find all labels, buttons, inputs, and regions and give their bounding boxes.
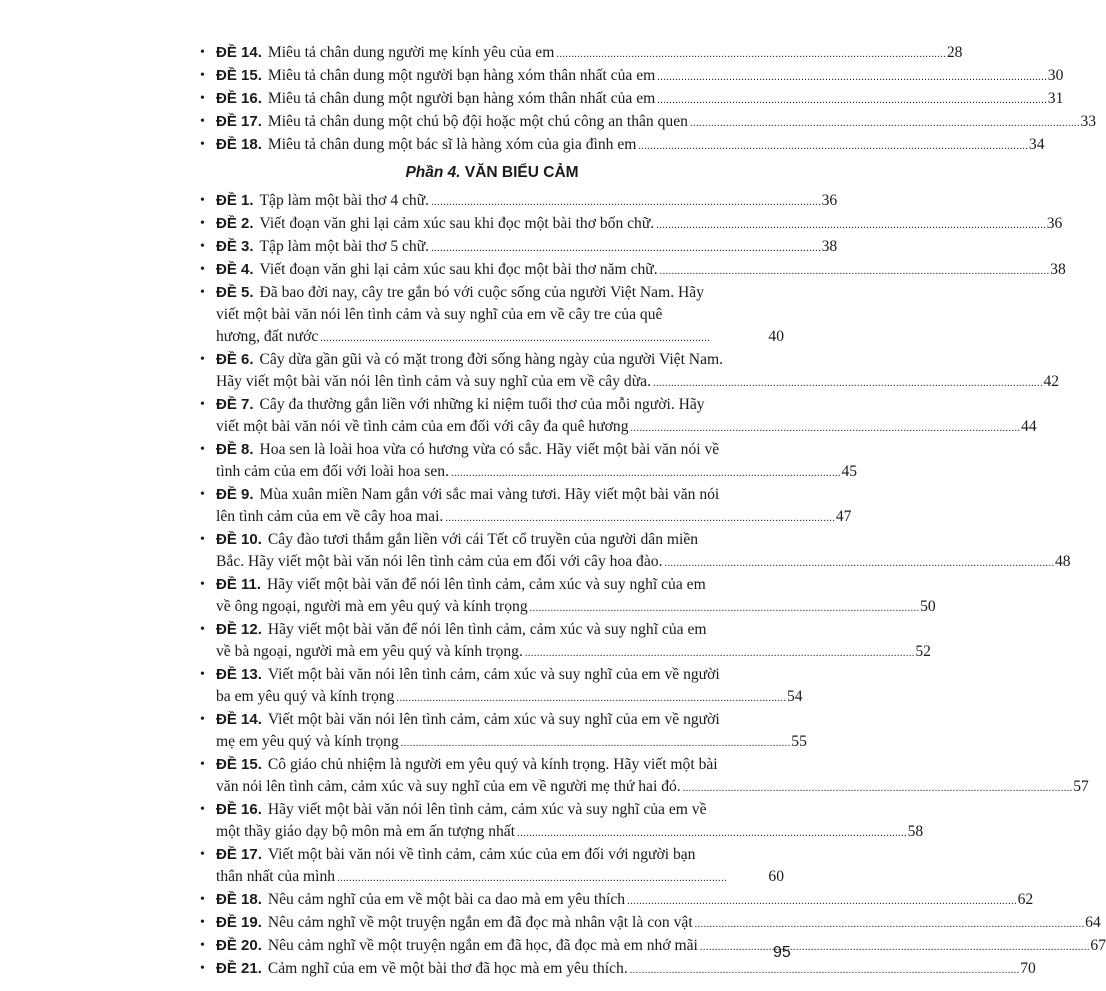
dot-leader [660, 259, 1049, 283]
toc-entry-page: 30 [1047, 67, 1064, 84]
toc-entry-line [216, 236, 837, 258]
bullet-icon: • [200, 892, 205, 907]
toc-entry [200, 709, 807, 753]
toc-entry-page: 62 [1017, 891, 1034, 908]
toc-entry-body [216, 958, 1036, 980]
toc-entry-text: Viết một bài văn nói về tình cảm, cảm xúc của em đối với người bạn [267, 846, 696, 863]
toc-entry [200, 529, 1071, 573]
toc-entry [200, 664, 803, 708]
toc-entry [200, 111, 1097, 133]
toc-entry [200, 484, 852, 528]
dot-leader [451, 461, 840, 485]
toc-list-part4 [200, 190, 1106, 980]
dot-leader [653, 371, 1042, 395]
toc-entry-page: 55 [791, 733, 807, 750]
toc-entry [200, 282, 784, 348]
toc-entry-page: 47 [835, 508, 852, 525]
bullet-icon: • [200, 352, 205, 367]
toc-entry-label: ĐỀ 15. [216, 67, 262, 84]
toc-entry-line [216, 821, 923, 843]
dot-leader [431, 190, 820, 214]
toc-entry-text: Cảm nghĩ của em về một bài thơ đã học mà em yêu thích. [267, 960, 628, 977]
toc-entry-label: ĐỀ 17. [216, 846, 262, 863]
bullet-icon: • [200, 137, 205, 152]
bullet-icon: • [200, 961, 205, 976]
bullet-icon: • [200, 712, 205, 727]
toc-entry-line [216, 134, 1044, 156]
toc-entry-line [216, 866, 784, 888]
dot-leader [657, 88, 1046, 112]
toc-entry-body [216, 65, 1063, 87]
toc-entry-text: mẹ em yêu quý và kính trọng [216, 733, 399, 750]
toc-entry-label: ĐỀ 3. [216, 238, 254, 255]
dot-leader [700, 935, 1089, 959]
toc-entry-page: 57 [1073, 778, 1089, 795]
toc-entry-page: 70 [1020, 960, 1036, 977]
toc-entry [200, 394, 1037, 438]
dot-leader [320, 326, 766, 350]
toc-entry [200, 799, 924, 843]
dot-leader [664, 551, 1053, 575]
bullet-icon: • [200, 915, 205, 930]
toc-entry [200, 958, 1036, 980]
toc-entry-body [216, 236, 837, 258]
toc-entry-body [216, 394, 1037, 438]
toc-entry-text: Viết một bài văn nói lên tình cảm, cảm xúc và suy nghĩ của em về người [267, 666, 720, 683]
toc-entry-line [216, 709, 807, 731]
toc-entry-label: ĐỀ 5. [216, 284, 254, 301]
toc-entry-line [216, 686, 803, 708]
toc-entry-body [216, 664, 803, 708]
toc-entry-text: Nêu cảm nghĩ về một truyện ngắn em đã học, đã đọc mà em nhớ mãi [267, 937, 698, 954]
toc-entry-label: ĐỀ 17. [216, 113, 262, 130]
toc-entry-text: lên tình cảm của em về cây hoa mai. [216, 508, 444, 525]
toc-entry-body [216, 213, 1062, 235]
toc-entry-line [216, 935, 1106, 957]
toc-entry-label: ĐỀ 12. [216, 621, 262, 638]
toc-entry [200, 754, 1089, 798]
table-of-contents [200, 42, 1106, 981]
bullet-icon: • [200, 114, 205, 129]
toc-entry-text: Hoa sen là loài hoa vừa có hương vừa có sắc. Hãy viết một bài văn nói về [259, 441, 720, 458]
toc-entry [200, 349, 1060, 393]
toc-entry-page: 38 [1050, 261, 1066, 278]
toc-entry-body [216, 88, 1063, 110]
toc-entry [200, 236, 838, 258]
toc-entry-line [216, 912, 1101, 934]
bullet-icon: • [200, 239, 205, 254]
toc-entry-text: Viết đoạn văn ghi lại cảm xúc sau khi đọc một bài thơ bốn chữ. [259, 215, 655, 232]
toc-entry-page: 36 [821, 192, 838, 209]
toc-entry-text: về ông ngoại, người mà em yêu quý và kính trọng [216, 598, 528, 615]
dot-leader [638, 134, 1027, 158]
bullet-icon: • [200, 577, 205, 592]
toc-entry-body [216, 111, 1096, 133]
toc-entry-text: Hãy viết một bài văn nói lên tình cảm và suy nghĩ của em về cây dừa. [216, 373, 651, 390]
toc-entry [200, 619, 931, 663]
toc-entry-page: 48 [1054, 553, 1071, 570]
toc-entry-label: ĐỀ 6. [216, 351, 254, 368]
toc-entry-text: thân nhất của mình [216, 868, 336, 885]
toc-entry-line [216, 484, 851, 506]
bullet-icon: • [200, 442, 205, 457]
toc-entry-line [216, 213, 1062, 235]
toc-entry-body [216, 282, 784, 348]
dot-leader [690, 111, 1079, 135]
toc-entry-line [216, 42, 962, 64]
toc-entry-body [216, 619, 931, 663]
toc-entry-label: ĐỀ 13. [216, 666, 262, 683]
toc-entry-line [216, 259, 1066, 281]
section-heading [200, 158, 784, 188]
toc-entry-body [216, 42, 962, 64]
toc-entry-text: ba em yêu quý và kính trọng [216, 688, 395, 705]
toc-entry-line [216, 304, 784, 326]
toc-entry-page: 58 [907, 823, 924, 840]
toc-entry-line [216, 371, 1059, 393]
toc-entry-text: Đã bao đời nay, cây tre gắn bó với cuộc sống của người Việt Nam. Hãy [259, 284, 705, 301]
toc-entry-page: 64 [1085, 914, 1101, 931]
toc-entry-label: ĐỀ 16. [216, 90, 262, 107]
toc-entry-text: hương, đất nước [216, 328, 319, 345]
toc-entry-page: 60 [768, 868, 784, 885]
toc-entry [200, 88, 1064, 110]
toc-entry-body [216, 912, 1101, 934]
toc-entry-page: 33 [1080, 113, 1097, 130]
toc-entry-body [216, 484, 851, 528]
toc-entry-label: ĐỀ 2. [216, 215, 254, 232]
toc-entry-text: Nêu cảm nghĩ về một truyện ngắn em đã đọc mà nhân vật là con vật [267, 914, 693, 931]
dot-leader [530, 596, 919, 620]
toc-entry-body [216, 439, 857, 483]
toc-entry-page: 54 [786, 688, 803, 705]
toc-entry-label: ĐỀ 7. [216, 396, 254, 413]
toc-entry [200, 912, 1101, 934]
toc-entry-line [216, 529, 1071, 551]
toc-entry-page: 38 [821, 238, 838, 255]
toc-entry-line [216, 574, 936, 596]
toc-entry-label: ĐỀ 19. [216, 914, 262, 931]
toc-entry-line [216, 349, 1059, 371]
dot-leader [556, 42, 945, 66]
toc-entry-line [216, 190, 837, 212]
toc-entry-label: ĐỀ 18. [216, 136, 262, 153]
toc-entry-text: Cô giáo chủ nhiệm là người em yêu quý và kính trọng. Hãy viết một bài [267, 756, 718, 773]
toc-entry-body [216, 754, 1089, 798]
toc-entry [200, 134, 1045, 156]
toc-entry-page: 34 [1028, 136, 1045, 153]
toc-entry-page: 50 [920, 598, 936, 615]
bullet-icon: • [200, 262, 205, 277]
toc-entry [200, 42, 963, 64]
toc-entry-line [216, 958, 1036, 980]
toc-entry-body [216, 889, 1033, 911]
toc-entry [200, 844, 784, 888]
toc-entry-text: Cây dừa gần gũi và có mặt trong đời sống hàng ngày của người Việt Nam. [259, 351, 724, 368]
toc-entry-label: ĐỀ 15. [216, 756, 262, 773]
toc-entry-label: ĐỀ 10. [216, 531, 262, 548]
toc-entry-page: 31 [1047, 90, 1064, 107]
dot-leader [657, 65, 1046, 89]
dot-leader [431, 236, 820, 260]
toc-entry-line [216, 596, 936, 618]
dot-leader [695, 912, 1084, 936]
bullet-icon: • [200, 487, 205, 502]
toc-entry-line [216, 65, 1063, 87]
dot-leader [683, 776, 1072, 800]
toc-entry-page: 52 [915, 643, 931, 660]
bullet-icon: • [200, 216, 205, 231]
toc-entry-text: Viết đoạn văn ghi lại cảm xúc sau khi đọc một bài thơ năm chữ. [259, 261, 658, 278]
toc-entry-text: Bắc. Hãy viết một bài văn nói lên tình cảm của em đối với cây hoa đào. [216, 553, 663, 570]
toc-entry-text: Hãy viết một bài văn nói lên tình cảm, cảm xúc và suy nghĩ của em về [267, 801, 707, 818]
toc-entry-text: Cây đa thường gắn liền với những kỉ niệm tuổi thơ của mỗi người. Hãy [259, 396, 705, 413]
toc-entry-text: về bà ngoại, người mà em yêu quý và kính trọng. [216, 643, 523, 660]
dot-leader [630, 958, 1019, 982]
bullet-icon: • [200, 193, 205, 208]
toc-entry-body [216, 799, 923, 843]
toc-entry-line [216, 889, 1033, 911]
toc-entry [200, 889, 1034, 911]
toc-entry [200, 259, 1066, 281]
toc-list-part3 [200, 42, 1097, 156]
toc-entry-body [216, 134, 1044, 156]
toc-entry-page: 67 [1090, 937, 1106, 954]
toc-entry-line [216, 799, 923, 821]
toc-entry-page: 28 [946, 44, 963, 61]
toc-entry-body [216, 574, 936, 618]
toc-entry-text: văn nói lên tình cảm, cảm xúc và suy nghĩ của em về người mẹ thứ hai đó. [216, 778, 681, 795]
toc-entry-text: Viết một bài văn nói lên tình cảm, cảm xúc và suy nghĩ của em về người [267, 711, 720, 728]
toc-entry-line [216, 754, 1089, 776]
toc-entry-label: ĐỀ 21. [216, 960, 262, 977]
toc-entry-line [216, 664, 803, 686]
toc-entry-label: ĐỀ 1. [216, 192, 254, 209]
toc-entry-page: 44 [1021, 418, 1037, 435]
toc-entry-page: 42 [1043, 373, 1060, 390]
dot-leader [445, 506, 834, 530]
toc-entry-line [216, 88, 1063, 110]
section-title: VĂN BIỂU CẢM [464, 164, 579, 181]
bullet-icon: • [200, 91, 205, 106]
toc-entry-line [216, 439, 857, 461]
toc-entry-body [216, 529, 1071, 573]
toc-entry-text: Mùa xuân miền Nam gắn với sắc mai vàng tươi. Hãy viết một bài văn nói [259, 486, 720, 503]
toc-entry-body [216, 709, 807, 753]
toc-entry-line [216, 111, 1096, 133]
section-part-label: Phần 4. [405, 164, 461, 181]
toc-entry-line [216, 641, 931, 663]
toc-entry-text: tình cảm của em đối với loài hoa sen. [216, 463, 449, 480]
dot-leader [631, 416, 1020, 440]
toc-entry-line [216, 776, 1089, 798]
toc-entry-text: Hãy viết một bài văn để nói lên tình cảm, cảm xúc và suy nghĩ của em [267, 576, 706, 593]
bullet-icon: • [200, 622, 205, 637]
toc-entry-page: 40 [768, 328, 784, 345]
toc-entry-line [216, 551, 1071, 573]
toc-entry [200, 190, 838, 212]
toc-entry-body [216, 844, 784, 888]
toc-entry-label: ĐỀ 14. [216, 44, 262, 61]
toc-entry-text: Miêu tả chân dung người mẹ kính yêu của em [267, 44, 555, 61]
bullet-icon: • [200, 938, 205, 953]
toc-entry-body [216, 349, 1059, 393]
toc-entry-label: ĐỀ 14. [216, 711, 262, 728]
toc-entry-text: Miêu tả chân dung một bác sĩ là hàng xóm của gia đình em [267, 136, 637, 153]
toc-entry-text: Miêu tả chân dung một người bạn hàng xóm thân nhất của em [267, 67, 656, 84]
bullet-icon: • [200, 532, 205, 547]
bullet-icon: • [200, 757, 205, 772]
toc-entry-line [216, 731, 807, 753]
toc-entry-label: ĐỀ 8. [216, 441, 254, 458]
toc-entry-text: Miêu tả chân dung một chú bộ đội hoặc một chú công an thân quen [267, 113, 688, 130]
dot-leader [401, 731, 790, 755]
toc-entry-label: ĐỀ 18. [216, 891, 262, 908]
toc-entry-line [216, 506, 851, 528]
toc-entry-text: Nêu cảm nghĩ của em về một bài ca dao mà em yêu thích [267, 891, 626, 908]
dot-leader [517, 821, 906, 845]
toc-entry-text: Miêu tả chân dung một người bạn hàng xóm thân nhất của em [267, 90, 656, 107]
dot-leader [656, 213, 1045, 237]
bullet-icon: • [200, 847, 205, 862]
bullet-icon: • [200, 667, 205, 682]
toc-entry-text: viết một bài văn nói lên tình cảm và suy nghĩ của em về cây tre của quê [216, 306, 663, 323]
toc-entry-text: Cây đào tươi thắm gắn liền với cái Tết cổ truyền của người dân miền [267, 531, 699, 548]
toc-entry [200, 213, 1063, 235]
dot-leader [525, 641, 914, 665]
toc-entry-line [216, 326, 784, 348]
toc-entry-text: Tập làm một bài thơ 5 chữ. [259, 238, 430, 255]
toc-entry-line [216, 394, 1037, 416]
toc-entry-page: 45 [841, 463, 858, 480]
toc-entry-page: 36 [1046, 215, 1063, 232]
toc-entry [200, 574, 936, 618]
toc-entry [200, 65, 1064, 87]
toc-entry-label: ĐỀ 11. [216, 576, 262, 593]
toc-entry-text: Tập làm một bài thơ 4 chữ. [259, 192, 430, 209]
toc-entry-text: viết một bài văn nói về tình cảm của em đối với cây đa quê hương [216, 418, 629, 435]
toc-entry-line [216, 461, 857, 483]
toc-entry-label: ĐỀ 20. [216, 937, 262, 954]
toc-entry-text: một thầy giáo dạy bộ môn mà em ấn tượng nhất [216, 823, 516, 840]
toc-entry-body [216, 259, 1066, 281]
toc-entry-line [216, 416, 1037, 438]
dot-leader [396, 686, 785, 710]
bullet-icon: • [200, 802, 205, 817]
bullet-icon: • [200, 45, 205, 60]
bullet-icon: • [200, 397, 205, 412]
toc-entry-body [216, 190, 837, 212]
toc-entry-body [216, 935, 1106, 957]
toc-entry-label: ĐỀ 16. [216, 801, 262, 818]
bullet-icon: • [200, 285, 205, 300]
bullet-icon: • [200, 68, 205, 83]
toc-entry-label: ĐỀ 9. [216, 486, 254, 503]
toc-entry-line [216, 844, 784, 866]
toc-entry-label: ĐỀ 4. [216, 261, 254, 278]
toc-entry [200, 439, 858, 483]
toc-entry-text: Hãy viết một bài văn để nói lên tình cảm, cảm xúc và suy nghĩ của em [267, 621, 707, 638]
page-number: 95 [773, 944, 791, 961]
toc-entry-line [216, 282, 784, 304]
toc-entry-line [216, 619, 931, 641]
dot-leader [337, 866, 766, 890]
dot-leader [627, 889, 1016, 913]
